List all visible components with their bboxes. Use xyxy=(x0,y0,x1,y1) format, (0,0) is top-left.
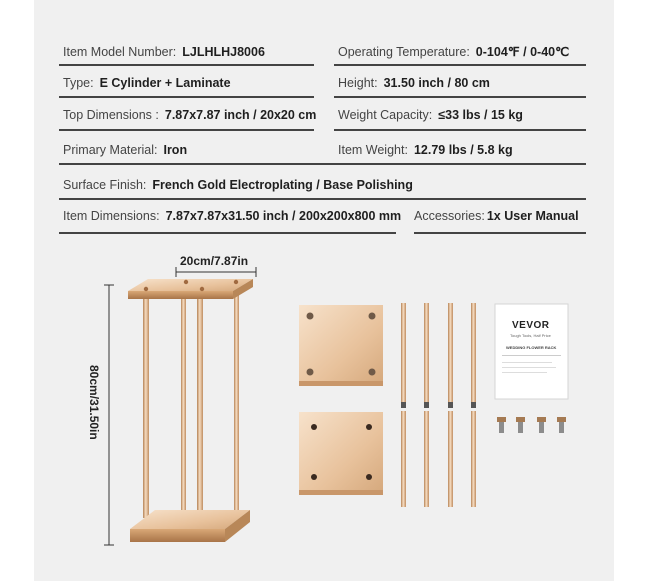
spec-weight-capacity-label: Weight Capacity: xyxy=(338,108,433,122)
width-dimension-label: 20cm/7.87in xyxy=(180,254,249,268)
spec-accessories-label: Accessories: xyxy=(414,209,485,223)
top-plate-part xyxy=(299,305,383,386)
spec-type-value: E Cylinder + Laminate xyxy=(99,76,231,90)
manual-title: WEDDING FLOWER RACK xyxy=(506,345,557,350)
spec-accessories-value: 1x User Manual xyxy=(486,209,579,223)
spec-model-value: LJLHLHJ8006 xyxy=(182,45,265,59)
spec-item-dimensions-value: 7.87x7.87x31.50 inch / 200x200x800 mm xyxy=(165,209,402,223)
spec-model-label: Item Model Number: xyxy=(63,45,177,59)
spec-top-dimensions-value: 7.87x7.87 inch / 20x20 cm xyxy=(164,108,317,122)
spec-weight-capacity-value: ≤33 lbs / 15 kg xyxy=(438,108,523,122)
spec-item-dimensions-label: Item Dimensions: xyxy=(63,209,160,223)
spec-temperature-label: Operating Temperature: xyxy=(338,45,470,59)
spec-item-weight-value: 12.79 lbs / 5.8 kg xyxy=(413,143,513,157)
spec-item-weight-label: Item Weight: xyxy=(338,143,408,157)
width-dimension-arrow xyxy=(176,267,256,277)
spec-surface-label: Surface Finish: xyxy=(63,178,147,192)
spec-top-dimensions-label: Top Dimensions : xyxy=(63,108,159,122)
assembled-stand xyxy=(128,279,253,542)
manual-tagline: Tough Tools, Half Price xyxy=(510,333,551,338)
spec-temperature-value: 0-104℉ / 0-40℃ xyxy=(475,45,570,59)
manual-brand: VEVOR xyxy=(512,320,550,331)
spec-material-value: Iron xyxy=(163,143,188,157)
rod-parts xyxy=(401,303,476,507)
base-plate-part xyxy=(299,412,383,495)
spec-type-label: Type: xyxy=(63,76,94,90)
spec-height-value: 31.50 inch / 80 cm xyxy=(383,76,490,90)
spec-surface-value: French Gold Electroplating / Base Polishing xyxy=(152,178,413,192)
spec-height-label: Height: xyxy=(338,76,378,90)
height-dimension-label: 80cm/31.50in xyxy=(87,365,101,440)
screw-parts xyxy=(497,417,566,433)
spec-material-label: Primary Material: xyxy=(63,143,158,157)
user-manual xyxy=(495,304,568,399)
height-dimension-arrow xyxy=(104,285,114,545)
